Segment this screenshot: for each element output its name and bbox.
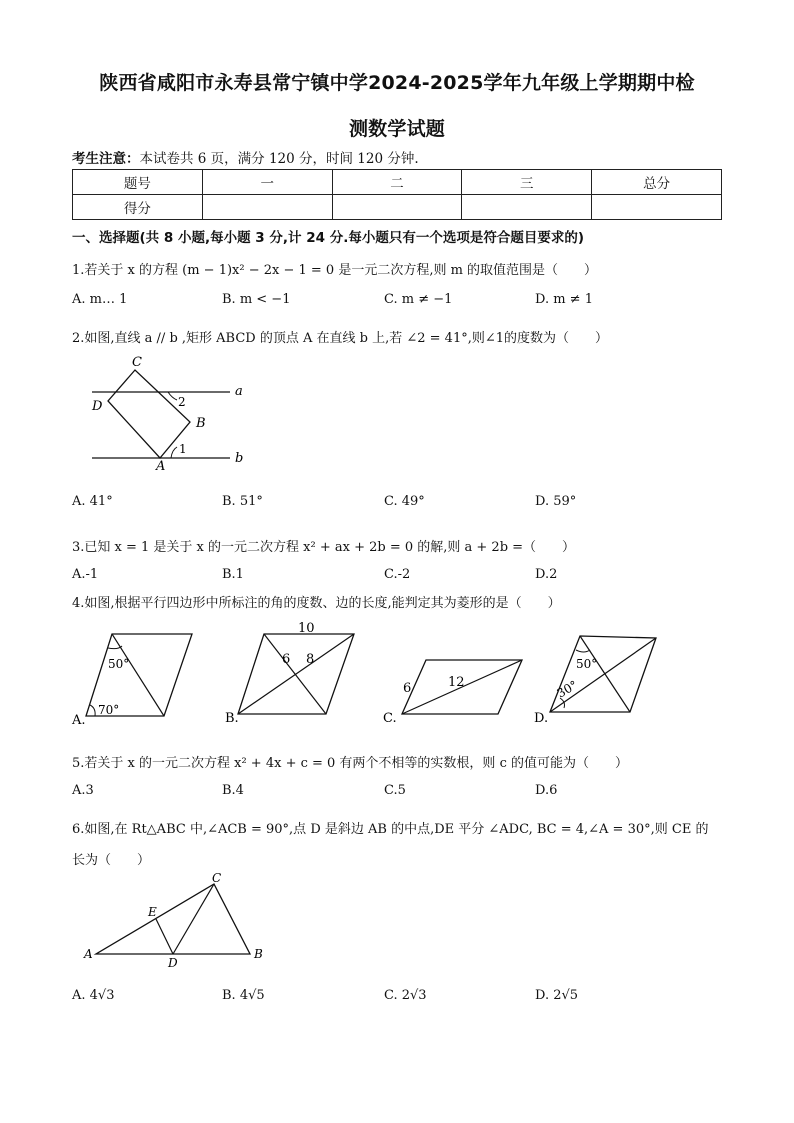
question-2-figure	[80, 352, 260, 474]
question-5-stem: 5.若关于 x 的一元二次方程 x² + 4x + c = 0 有两个不相等的实数根，则 c 的值可能为（ ）	[72, 756, 628, 771]
option-c[interactable]: C. 49°	[384, 494, 425, 509]
score-input-cell[interactable]	[462, 195, 592, 220]
figure-d	[534, 636, 656, 726]
score-table-header-row	[73, 170, 722, 195]
angle-arc-50-d	[576, 650, 590, 652]
question-4-figures	[70, 618, 670, 730]
option-a[interactable]: A. 41°	[72, 494, 113, 509]
label-angle-2: 2	[178, 395, 186, 409]
figure-b-top: 10	[298, 621, 315, 636]
angle-2-arc	[168, 392, 177, 400]
figure-c-side: 6	[403, 681, 412, 696]
label-B: B	[196, 416, 206, 431]
figure-a-angle-top: 50°	[108, 657, 130, 671]
triangle-abc	[96, 884, 250, 954]
option-a[interactable]: A.-1	[72, 567, 99, 582]
option-d[interactable]: D. 2√5	[535, 988, 579, 1003]
figure-b	[225, 621, 354, 726]
figure-b-right-half: 8	[306, 652, 315, 667]
question-6-stem: 6.如图,在 Rt△ABC 中,∠ACB = 90°,点 D 是斜边 AB 的中点,DE 平分 ∠ADC, BC = 4,∠A = 30°,则 CE 的	[72, 822, 709, 837]
notice-text: 本试卷共 6 页，满分 120 分，时间 120 分钟.	[139, 151, 419, 167]
diagonal-d2	[550, 638, 656, 712]
label-E: E	[148, 905, 157, 919]
exam-title-line2: 测数学试题	[348, 118, 445, 140]
option-c[interactable]: C. m ≠ −1	[384, 292, 453, 307]
score-table	[72, 169, 722, 220]
option-d[interactable]: D.2	[535, 567, 558, 582]
question-1-stem: 1.若关于 x 的方程 (m − 1)x² − 2x − 1 = 0 是一元二次方程,则 m 的取值范围是（ ）	[72, 263, 598, 278]
rectangle-abcd	[108, 370, 190, 458]
option-b[interactable]: B. 51°	[222, 494, 263, 509]
figure-d-angle-top: 50°	[576, 657, 598, 671]
label-a: a	[235, 384, 243, 399]
score-input-cell[interactable]	[332, 195, 462, 220]
score-table-score-row	[73, 195, 722, 220]
segment-cd	[173, 884, 214, 954]
score-header-cell: 一	[202, 170, 332, 195]
score-input-cell[interactable]	[202, 195, 332, 220]
label-b: b	[235, 451, 244, 466]
option-b[interactable]: B. m < −1	[222, 292, 291, 307]
figure-c-letter: C.	[383, 711, 397, 726]
option-c[interactable]: C. 2√3	[384, 988, 427, 1003]
question-4-stem: 4.如图,根据平行四边形中所标注的角的度数、边的长度,能判定其为菱形的是（ ）	[72, 596, 561, 611]
segment-de	[156, 919, 173, 954]
option-b[interactable]: B. 4√5	[222, 988, 265, 1003]
figure-a-angle-bottom: 70°	[98, 703, 120, 717]
option-a[interactable]: A.3	[72, 783, 94, 798]
label-angle-1: 1	[179, 442, 187, 456]
question-6-stem-line2: 长为（ ）	[72, 853, 151, 868]
score-input-cell[interactable]	[592, 195, 722, 220]
option-d[interactable]: D. m ≠ 1	[535, 292, 593, 307]
score-header-cell: 二	[332, 170, 462, 195]
figure-d-angle-bottom: 30°	[554, 677, 580, 701]
label-A: A	[84, 947, 93, 961]
option-d[interactable]: D.6	[535, 783, 558, 798]
question-3-stem: 3.已知 x = 1 是关于 x 的一元二次方程 x² + ax + 2b = 0 的解,则 a + 2b =（ ）	[72, 540, 576, 555]
figure-c-diagonal: 12	[448, 675, 465, 690]
diagonal-a	[112, 634, 164, 716]
option-c[interactable]: C.-2	[384, 567, 411, 582]
figure-b-left-half: 6	[282, 652, 291, 667]
label-C: C	[212, 872, 222, 885]
angle-arc-70	[90, 705, 95, 716]
option-a[interactable]: A. m… 1	[72, 292, 128, 307]
figure-d-letter: D.	[534, 711, 549, 726]
option-b[interactable]: B.1	[222, 567, 244, 582]
score-header-cell: 三	[462, 170, 592, 195]
option-c[interactable]: C.5	[384, 783, 406, 798]
exam-title-line1: 陕西省咸阳市永寿县常宁镇中学2024-2025学年九年级上学期期中检	[99, 72, 695, 94]
label-D: D	[92, 399, 103, 414]
label-A: A	[156, 459, 166, 474]
exam-notice	[72, 147, 419, 167]
option-d[interactable]: D. 59°	[535, 494, 577, 509]
section-heading: 一、选择题(共 8 小题,每小题 3 分,计 24 分.每小题只有一个选项是符合题目要求的)	[72, 230, 584, 246]
option-a[interactable]: A. 4√3	[72, 988, 115, 1003]
question-6-figure	[80, 872, 280, 972]
label-D: D	[168, 956, 178, 970]
angle-1-arc	[171, 447, 177, 458]
score-header-cell: 总分	[592, 170, 722, 195]
score-row-label: 得分	[73, 195, 203, 220]
figure-a-letter: A.	[72, 713, 86, 728]
label-B: B	[254, 947, 263, 961]
figure-b-letter: B.	[225, 711, 239, 726]
diagonal-b2	[238, 634, 354, 714]
notice-label: 考生注意：	[72, 151, 140, 167]
question-2-stem: 2.如图,直线 a // b ,矩形 ABCD 的顶点 A 在直线 b 上,若 ∠2 = 41°,则∠1的度数为（ ）	[72, 331, 609, 346]
figure-a	[71, 634, 192, 728]
option-b[interactable]: B.4	[222, 783, 244, 798]
score-header-cell: 题号	[73, 170, 203, 195]
label-C: C	[132, 355, 142, 370]
figure-c	[383, 660, 522, 726]
